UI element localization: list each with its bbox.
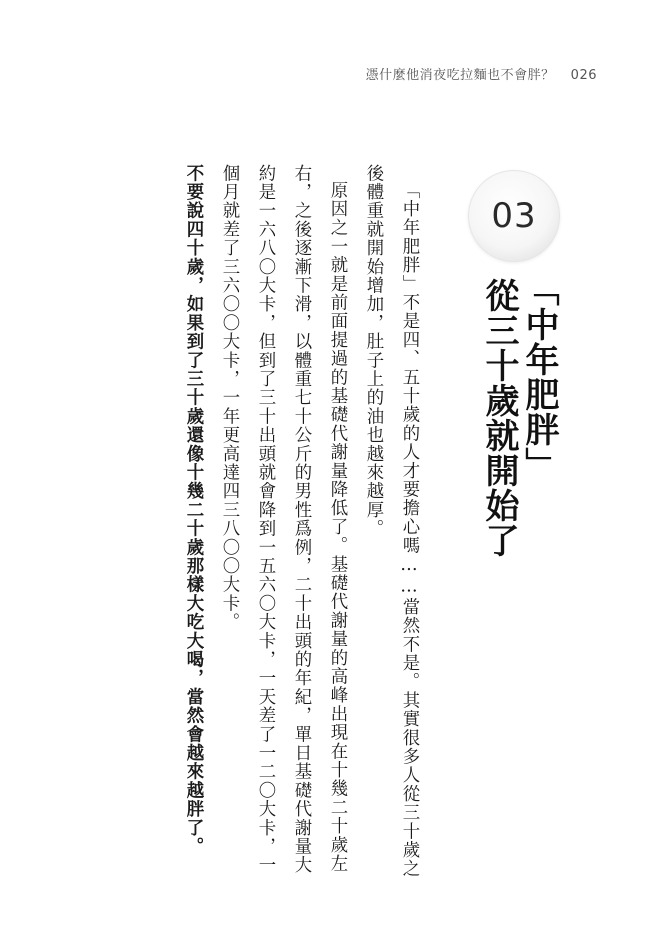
body-text [137, 164, 427, 884]
chapter-title-line-2: 從三十歲就開始了 [479, 278, 519, 558]
body-paragraph-bold: 不要說四十歲，如果到了三十歲還像十幾二十歲那樣大吃大喝，當然會越來越胖了。 [183, 164, 203, 856]
running-title: 憑什麼他消夜吃拉麵也不會胖？ [365, 68, 555, 83]
chapter-title-line-1: 「中年肥胖」 [519, 272, 559, 482]
page-number: 026 [570, 68, 597, 83]
body-paragraph-1: 「中年肥胖」不是四、五十歲的人才要擔心嗎……當然不是。其實很多人從三十歲之後體重就開始增加，肚子上的油也越來越厚。 [363, 164, 419, 879]
chapter-number-badge [468, 170, 560, 262]
chapter-title [479, 272, 559, 558]
chapter-number: 03 [491, 196, 537, 236]
running-header [366, 64, 597, 83]
body-paragraph-2: 原因之一就是前面提過的基礎代謝量降低了。基礎代謝量的高峰出現在十幾二十歲左右，之後逐漸下滑，以體重七十公斤的男性爲例，二十出頭的年紀，單日基礎代謝量大約是一六八〇大卡，但到了三十出頭就會降到一五六〇大卡，一天差了一二〇大卡，一個月就差了三六〇〇大卡，一年更高達四三八〇〇大卡。 [219, 164, 347, 875]
